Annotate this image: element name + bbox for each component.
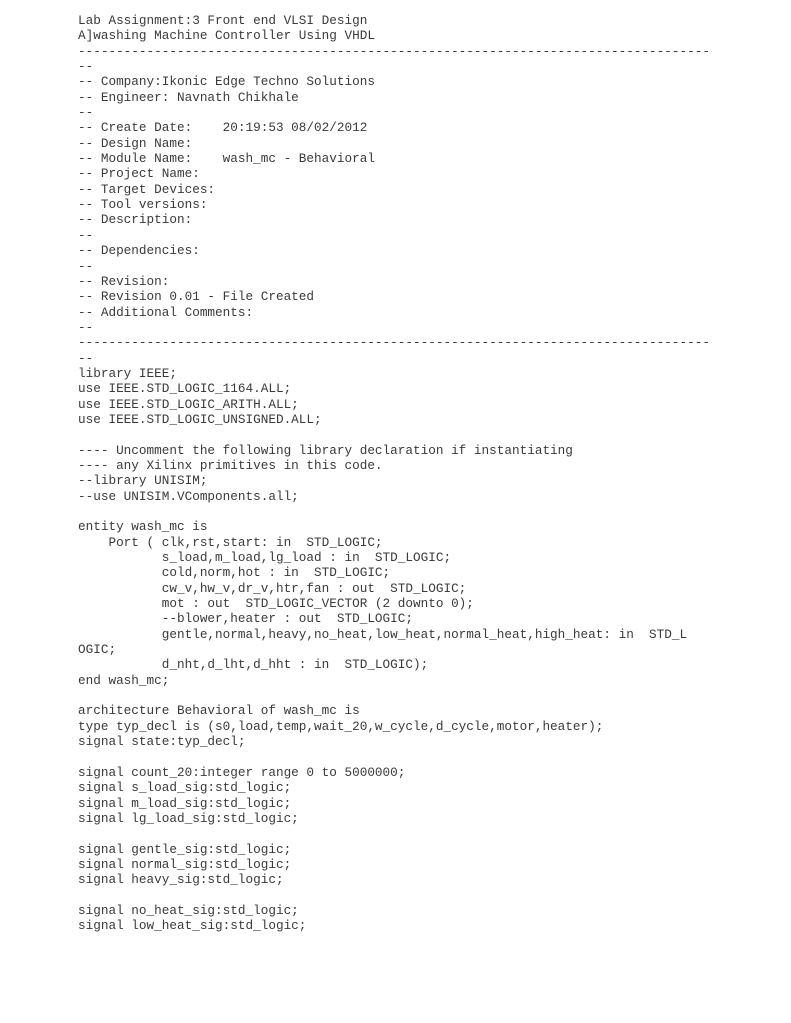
code-line: -- Revision:	[78, 273, 170, 289]
code-line: -- Create Date: 20:19:53 08/02/2012	[78, 120, 368, 136]
code-line: --	[78, 258, 94, 274]
code-line	[78, 427, 778, 442]
code-line: signal heavy_sig:std_logic;	[78, 872, 284, 888]
code-line: -- Design Name:	[78, 135, 193, 151]
code-line	[78, 750, 778, 765]
code-line: signal no_heat_sig:std_logic;	[78, 902, 299, 918]
code-line: --	[78, 105, 94, 121]
code-line: type typ_decl is (s0,load,temp,wait_20,w_cycle,d_cycle,motor,heater);	[78, 718, 604, 734]
code-line: gentle,normal,heavy,no_heat,low_heat,normal_heat,high_heat: in STD_L	[78, 626, 688, 642]
code-line: signal m_load_sig:std_logic;	[78, 795, 292, 811]
code-line: s_load,m_load,lg_load : in STD_LOGIC;	[78, 550, 452, 566]
code-line: Port ( clk,rst,start: in STD_LOGIC;	[78, 534, 383, 550]
code-line: d_nht,d_lht,d_hht : in STD_LOGIC);	[78, 657, 429, 673]
code-line: -- Project Name:	[78, 166, 200, 182]
code-line: -- Additional Comments:	[78, 304, 254, 320]
document-page	[78, 13, 778, 934]
code-line: signal count_20:integer range 0 to 5000000;	[78, 764, 406, 780]
code-line: -- Tool versions:	[78, 197, 208, 213]
code-line: --	[78, 350, 94, 366]
code-line: ---- any Xilinx primitives in this code.	[78, 457, 383, 473]
code-line: --	[78, 319, 94, 335]
code-line: cw_v,hw_v,dr_v,htr,fan : out STD_LOGIC;	[78, 580, 467, 596]
code-line: --use UNISIM.VComponents.all;	[78, 488, 299, 504]
code-line: -- Description:	[78, 212, 193, 228]
code-line: signal low_heat_sig:std_logic;	[78, 918, 307, 934]
code-line: -- Engineer: Navnath Chikhale	[78, 89, 299, 105]
code-line: Lab Assignment:3 Front end VLSI Design	[78, 13, 368, 28]
code-line	[78, 826, 778, 841]
code-line: --	[78, 59, 94, 75]
code-line: signal lg_load_sig:std_logic;	[78, 810, 299, 826]
code-line: -----------------------------------------------------------------------------------	[78, 335, 710, 351]
code-line: cold,norm,hot : in STD_LOGIC;	[78, 565, 391, 581]
code-line: end wash_mc;	[78, 672, 170, 688]
code-line: use IEEE.STD_LOGIC_1164.ALL;	[78, 381, 292, 397]
code-line: signal gentle_sig:std_logic;	[78, 841, 292, 857]
code-line: -- Target Devices:	[78, 181, 216, 197]
code-line: signal state:typ_decl;	[78, 734, 246, 750]
code-line: use IEEE.STD_LOGIC_ARITH.ALL;	[78, 396, 299, 412]
code-line: ---- Uncomment the following library declaration if instantiating	[78, 442, 573, 458]
code-line: signal s_load_sig:std_logic;	[78, 780, 292, 796]
code-line	[78, 688, 778, 703]
code-line: --blower,heater : out STD_LOGIC;	[78, 611, 414, 627]
code-line: mot : out STD_LOGIC_VECTOR (2 downto 0);	[78, 596, 474, 612]
code-line: signal normal_sig:std_logic;	[78, 856, 292, 872]
code-line: -----------------------------------------------------------------------------------	[78, 43, 710, 59]
code-line: architecture Behavioral of wash_mc is	[78, 703, 360, 719]
code-line: --	[78, 227, 94, 243]
code-line: -- Module Name: wash_mc - Behavioral	[78, 151, 375, 167]
code-line: A]washing Machine Controller Using VHDL	[78, 28, 375, 44]
code-line: --library UNISIM;	[78, 473, 208, 489]
code-line: -- Revision 0.01 - File Created	[78, 289, 315, 305]
code-line: -- Company:Ikonic Edge Techno Solutions	[78, 74, 375, 90]
code-line: entity wash_mc is	[78, 519, 208, 535]
code-line: library IEEE;	[78, 365, 177, 381]
code-line: -- Dependencies:	[78, 243, 200, 259]
code-line: use IEEE.STD_LOGIC_UNSIGNED.ALL;	[78, 411, 322, 427]
code-line	[78, 504, 778, 519]
code-line: OGIC;	[78, 642, 117, 658]
code-line	[78, 888, 778, 903]
